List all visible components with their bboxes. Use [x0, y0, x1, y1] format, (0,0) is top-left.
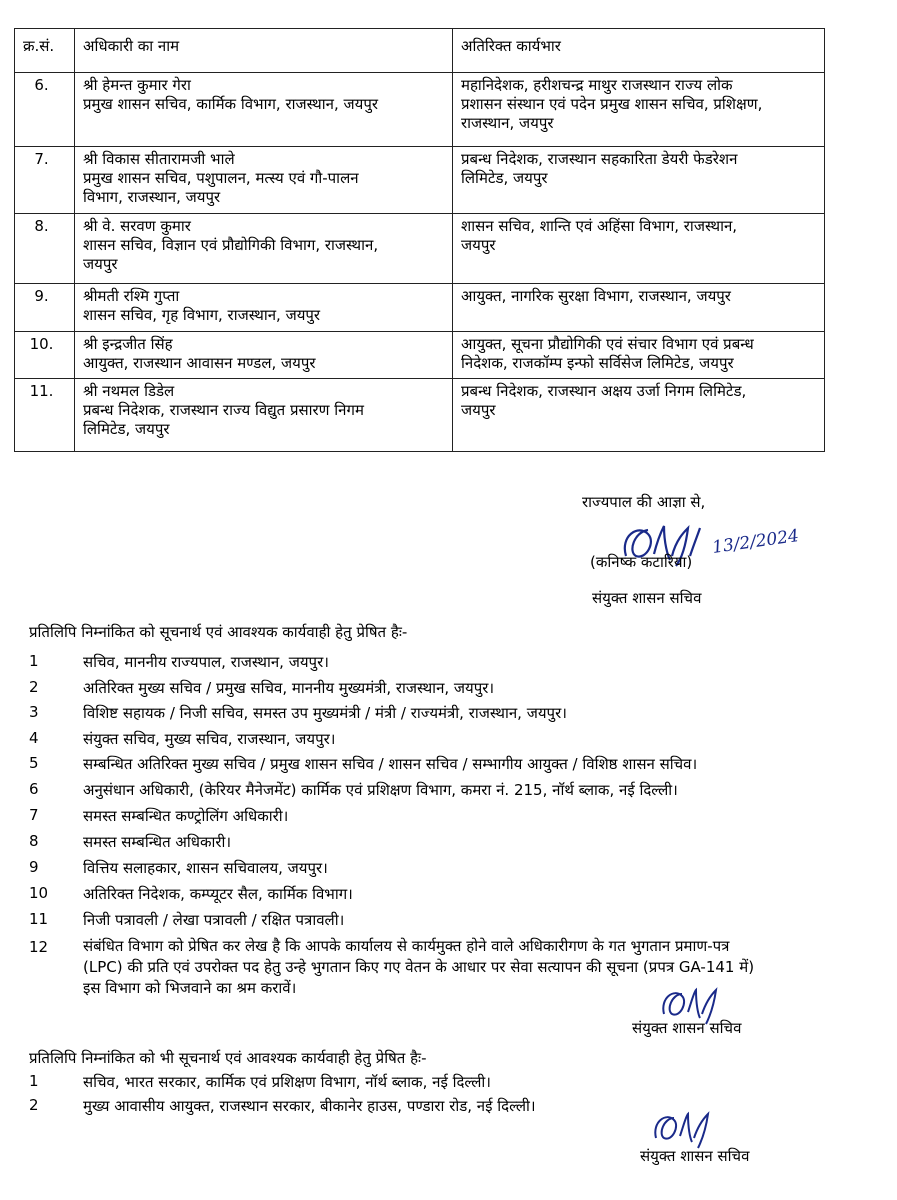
officer-post-line: जयपुर	[83, 255, 118, 273]
item-12-line: इस विभाग को भिजवाने का श्रम करावें।	[83, 979, 297, 997]
item-text: अतिरिक्त निदेशक, कम्प्यूटर सैल, कार्मिक विभाग।	[83, 885, 353, 903]
order-by-text: राज्यपाल की आज्ञा से,	[582, 493, 706, 511]
item-text: अतिरिक्त मुख्य सचिव / प्रमुख सचिव, माननीय मुख्यमंत्री, राजस्थान, जयपुर।	[83, 679, 495, 697]
row-serial: 11.	[15, 379, 75, 452]
item-number: 3	[29, 703, 39, 721]
officer-post-line: आयुक्त, राजस्थान आवासन मण्डल, जयपुर	[83, 354, 316, 372]
item-text: विशिष्ट सहायक / निजी सचिव, समस्त उप मुख्यमंत्री / मंत्री / राज्यमंत्री, राजस्थान, जयपुर।	[83, 704, 567, 722]
copy1-heading: प्रतिलिपि निम्नांकित को सूचनार्थ एवं आवश्यक कार्यवाही हेतु प्रेषित हैः-	[29, 623, 408, 641]
charge-line: आयुक्त, सूचना प्रौद्योगिकी एवं संचार विभाग एवं प्रबन्ध	[461, 335, 754, 353]
item-text: मुख्य आवासीय आयुक्त, राजस्थान सरकार, बीकानेर हाउस, पण्डारा रोड, नई दिल्ली।	[83, 1097, 536, 1115]
charge-line: आयुक्त, नागरिक सुरक्षा विभाग, राजस्थान, जयपुर	[461, 287, 731, 305]
item-number: 2	[29, 678, 39, 696]
charge-line: राजस्थान, जयपुर	[461, 114, 554, 132]
table-row	[15, 73, 825, 147]
item-number: 11	[29, 910, 49, 928]
row-officer-name	[75, 284, 453, 332]
row-additional-charge	[453, 73, 825, 147]
row-serial: 6.	[15, 73, 75, 147]
charge-line: निदेशक, राजकॉम्प इन्फो सर्विसेज लिमिटेड, जयपुर	[461, 354, 734, 372]
item-12-line: संबंधित विभाग को प्रेषित कर लेख है कि आपके कार्यालय से कार्यमुक्त होने वाले अधिकारीगण के गत भुगतान प्रमाण-पत्र	[83, 937, 730, 955]
handwritten-date: 13/2/2024	[711, 526, 801, 558]
officer-name-line: श्रीमती रश्मि गुप्ता	[83, 287, 180, 305]
row-officer-name	[75, 379, 453, 452]
table-row	[15, 379, 825, 452]
item-number: 2	[29, 1096, 39, 1114]
row-officer-name	[75, 332, 453, 379]
item-text: अनुसंधान अधिकारी, (केरियर मैनेजमेंट) कार्मिक एवं प्रशिक्षण विभाग, कमरा नं. 215, नॉर्थ ब्लाक, नई दिल्ली।	[83, 781, 678, 799]
row-serial: 7.	[15, 147, 75, 214]
row-additional-charge	[453, 379, 825, 452]
officer-name-line: श्री वे. सरवण कुमार	[83, 217, 191, 235]
officer-name-line: श्री हेमन्त कुमार गेरा	[83, 76, 191, 94]
item-text: समस्त सम्बन्धित कण्ट्रोलिंग अधिकारी।	[83, 807, 289, 825]
item-number: 4	[29, 729, 39, 747]
officer-name-line: श्री नथमल डिडेल	[83, 382, 175, 400]
officer-post-line: प्रमुख शासन सचिव, पशुपालन, मत्स्य एवं गौ-पालन	[83, 169, 359, 187]
officers-table	[14, 28, 825, 452]
charge-line: शासन सचिव, शान्ति एवं अहिंसा विभाग, राजस्थान,	[461, 217, 738, 235]
copy1-signatory: संयुक्त शासन सचिव	[632, 1019, 742, 1037]
table-row	[15, 147, 825, 214]
item-text: समस्त सम्बन्धित अधिकारी।	[83, 833, 232, 851]
item-number: 9	[29, 858, 39, 876]
row-additional-charge	[453, 147, 825, 214]
row-serial: 10.	[15, 332, 75, 379]
item-text: सचिव, भारत सरकार, कार्मिक एवं प्रशिक्षण विभाग, नॉर्थ ब्लाक, नई दिल्ली।	[83, 1073, 491, 1091]
row-serial: 8.	[15, 214, 75, 284]
charge-line: जयपुर	[461, 401, 496, 419]
item-number: 1	[29, 652, 39, 670]
item-text: निजी पत्रावली / लेखा पत्रावली / रक्षित पत्रावली।	[83, 911, 345, 929]
charge-line: प्रबन्ध निदेशक, राजस्थान अक्षय उर्जा निगम लिमिटेड,	[461, 382, 747, 400]
item-12-paragraph	[83, 936, 863, 999]
row-officer-name	[75, 147, 453, 214]
item-number: 8	[29, 832, 39, 850]
item-text: सचिव, माननीय राज्यपाल, राजस्थान, जयपुर।	[83, 653, 329, 671]
item-number: 12	[29, 938, 49, 956]
charge-line: प्रबन्ध निदेशक, राजस्थान सहकारिता डेयरी फेडरेशन	[461, 150, 738, 168]
table-row	[15, 214, 825, 284]
copy2-signatory: संयुक्त शासन सचिव	[640, 1147, 750, 1165]
header-officer-name: अधिकारी का नाम	[75, 29, 453, 73]
item-number: 6	[29, 780, 39, 798]
table-row	[15, 284, 825, 332]
signatory-name: (कनिष्क कटारिया)	[590, 553, 693, 571]
row-additional-charge	[453, 214, 825, 284]
officer-post-line: विभाग, राजस्थान, जयपुर	[83, 188, 221, 206]
item-number: 10	[29, 884, 49, 902]
charge-line: लिमिटेड, जयपुर	[461, 169, 548, 187]
item-text: सम्बन्धित अतिरिक्त मुख्य सचिव / प्रमुख शासन सचिव / शासन सचिव / सम्भागीय आयुक्त / विशिष्ठ शासन सचिव।	[83, 755, 698, 773]
officer-post-line: प्रमुख शासन सचिव, कार्मिक विभाग, राजस्थान, जयपुर	[83, 95, 378, 113]
item-number: 1	[29, 1072, 39, 1090]
item-number: 7	[29, 806, 39, 824]
item-number: 5	[29, 754, 39, 772]
officer-name-line: श्री विकास सीतारामजी भाले	[83, 150, 235, 168]
officer-post-line: शासन सचिव, विज्ञान एवं प्रौद्योगिकी विभाग, राजस्थान,	[83, 236, 379, 254]
table-header-row	[15, 29, 825, 73]
charge-line: महानिदेशक, हरीशचन्द्र माथुर राजस्थान राज्य लोक	[461, 76, 733, 94]
item-text: संयुक्त सचिव, मुख्य सचिव, राजस्थान, जयपुर।	[83, 730, 336, 748]
row-officer-name	[75, 214, 453, 284]
row-additional-charge	[453, 332, 825, 379]
signatory-designation: संयुक्त शासन सचिव	[592, 589, 702, 607]
row-officer-name	[75, 73, 453, 147]
officer-post-line: शासन सचिव, गृह विभाग, राजस्थान, जयपुर	[83, 306, 321, 324]
table-row	[15, 332, 825, 379]
row-additional-charge	[453, 284, 825, 332]
header-additional-charge: अतिरिक्त कार्यभार	[453, 29, 825, 73]
copy2-heading: प्रतिलिपि निम्नांकित को भी सूचनार्थ एवं आवश्यक कार्यवाही हेतु प्रेषित हैः-	[29, 1049, 427, 1067]
charge-line: जयपुर	[461, 236, 496, 254]
item-12-line: (LPC) की प्रति एवं उपरोक्त पद हेतु उन्हे भुगतान किए गए वेतन के आधार पर सेवा सत्यापन की सूचना (प्रपत्र GA-141 में)	[83, 958, 755, 976]
item-text: वित्तिय सलाहकार, शासन सचिवालय, जयपुर।	[83, 859, 328, 877]
header-serial: क्र.सं.	[15, 29, 75, 73]
officer-name-line: श्री इन्द्रजीत सिंह	[83, 335, 173, 353]
row-serial: 9.	[15, 284, 75, 332]
charge-line: प्रशासन संस्थान एवं पदेन प्रमुख शासन सचिव, प्रशिक्षण,	[461, 95, 763, 113]
officer-post-line: लिमिटेड, जयपुर	[83, 420, 170, 438]
officer-post-line: प्रबन्ध निदेशक, राजस्थान राज्य विद्युत प्रसारण निगम	[83, 401, 364, 419]
